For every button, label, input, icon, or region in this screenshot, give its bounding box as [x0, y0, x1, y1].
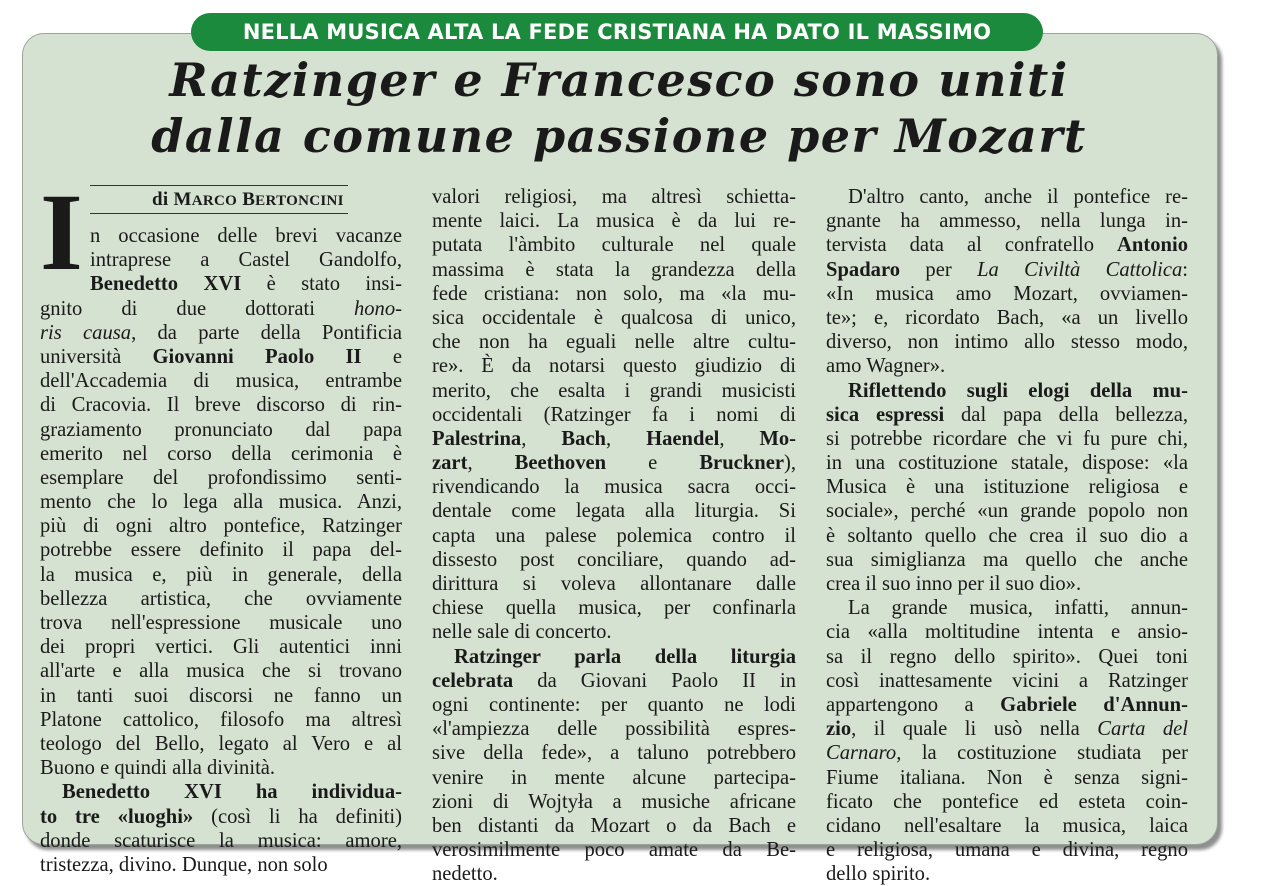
text-line: gnito di due dottorati hono-: [40, 297, 402, 320]
text-line: dell'Accademia di musica, entrambe: [40, 370, 402, 393]
text-line: cia «alla moltitudine intenta e ansio-: [826, 621, 1188, 644]
byline: [90, 185, 348, 214]
text-line: Spadaro per La Civiltà Cattolica:: [826, 258, 1188, 281]
text-line: crea il suo inno per il suo dio».: [826, 573, 1082, 595]
byline-first-rest: ARCO: [191, 193, 238, 209]
column-3-text: [826, 185, 1188, 886]
text-line: fede cristiana: non solo, ma «la mu-: [432, 282, 796, 305]
text-line: potrebbe essere definito il papa del-: [40, 539, 402, 562]
text-line: dirittura si voleva allontanare dalle: [432, 573, 796, 595]
text-line: che non ha eguali nelle altre cultu-: [432, 331, 796, 354]
text-line: «l'ampiezza delle possibilità espres-: [432, 718, 796, 741]
text-line: diverso, non intimo allo stesso modo,: [826, 331, 1188, 354]
drop-cap: I: [40, 171, 83, 293]
text-line: dello spirito.: [826, 863, 931, 886]
text-line: venire in mente alcune partecipa-: [432, 766, 796, 789]
text-line: Ratzinger parla della liturgia: [454, 645, 796, 668]
text-line: zart, Beethoven e Bruckner),: [432, 452, 796, 475]
text-line: tristezza, divino. Dunque, non solo: [40, 853, 328, 876]
text-line: valori religiosi, ma altresì schietta-: [432, 186, 796, 208]
text-line: si potrebbe ricordare che vi fu pure chi,: [826, 427, 1188, 450]
text-line: sua simiglianza ma quello che anche: [826, 548, 1188, 571]
text-line: sive della fede», a taluno potrebbero: [432, 742, 796, 765]
text-line: Riflettendo sugli elogi della mu-: [848, 379, 1188, 402]
text-line: merito, che esalta i grandi musicisti: [432, 379, 796, 402]
kicker-banner: NELLA MUSICA ALTA LA FEDE CRISTIANA HA DATO IL MASSIMO: [191, 13, 1043, 51]
text-line: la musica e, più in generale, della: [40, 563, 402, 586]
text-line: è soltanto quello che crea il suo dio a: [826, 524, 1188, 547]
byline-first-initial: M: [173, 189, 192, 210]
headline: [22, 52, 1216, 164]
text-line: intraprese a Castel Gandolfo,: [90, 249, 402, 272]
text-line: D'altro canto, anche il pontefice re-: [848, 186, 1188, 208]
column-1: [40, 171, 403, 877]
text-line: sica occidentale è qualcosa di unico,: [432, 306, 796, 329]
text-line: donde scaturisce la musica: amore,: [40, 829, 402, 852]
text-line: nelle sale di concerto.: [432, 621, 612, 644]
text-line: La grande musica, infatti, annun-: [848, 597, 1188, 620]
text-line: Musica è una istituzione religiosa e: [826, 476, 1188, 499]
text-line: ficato che pontefice ed esteta coin-: [826, 790, 1188, 813]
text-line: to tre «luoghi» (così li ha definiti): [40, 805, 403, 828]
text-line: putata l'àmbito culturale nel quale: [432, 234, 796, 257]
text-line: bellezza artistica, che ovviamente: [40, 587, 402, 610]
text-line: zioni di Wojtyła a musiche africane: [432, 790, 796, 813]
text-line: ben distanti da Mozart o da Bach e: [432, 814, 796, 837]
text-line: Fiume italiana. Non è senza signi-: [826, 766, 1188, 789]
text-line: ris causa, da parte della Pontificia: [40, 321, 402, 344]
text-line: ogni continente: per quanto ne lodi: [432, 693, 796, 716]
text-line: nedetto.: [432, 863, 498, 886]
text-line: teologo del Bello, legato al Vero e al: [40, 732, 402, 755]
text-line: Buono e quindi alla divinità.: [40, 757, 276, 780]
text-line: capta una palese polemica contro il: [432, 524, 796, 547]
headline-line-1: Ratzinger e Francesco sono uniti: [169, 53, 1069, 107]
text-line: appartengono a Gabriele d'Annun-: [826, 693, 1188, 716]
text-line: in tanti suoi discorsi ne fanno un: [40, 684, 402, 707]
text-line: Platone cattolico, filosofo ma altresì: [40, 708, 402, 731]
text-line: verosimilmente poco amate da Be-: [432, 839, 796, 862]
column-2-text: [432, 185, 796, 886]
text-line: così inattesamente vicini a Ratzinger: [826, 669, 1188, 692]
text-line: re». È da notarsi questo giudizio di: [432, 355, 796, 378]
text-line: Benedetto XVI ha individua-: [62, 781, 402, 804]
text-line: occidentali (Ratzinger fa i nomi di: [432, 403, 796, 426]
byline-last-rest: ERTONCINI: [255, 193, 344, 209]
text-line: celebrata da Giovani Paolo II in: [432, 669, 796, 692]
text-line: mente laici. La musica è da lui re-: [432, 210, 796, 233]
headline-line-2: dalla comune passione per Mozart: [151, 109, 1087, 163]
text-line: gnante ha ammesso, nella lunga in-: [826, 210, 1188, 233]
text-line: e religiosa, umana e divina, regno: [826, 839, 1188, 862]
text-line: chiese quella musica, per confinarla: [432, 597, 796, 620]
byline-last-initial: B: [242, 189, 256, 210]
text-line: n occasione delle brevi vacanze: [90, 225, 402, 247]
text-line: tervista data al confratello Antonio: [826, 234, 1188, 257]
text-line: massima è stata la grandezza della: [432, 258, 796, 281]
text-line: zio, il quale li usò nella Carta del: [826, 718, 1188, 741]
text-line: Benedetto XVI è stato insi-: [90, 273, 403, 296]
text-line: Carnaro, la costituzione studiata per: [826, 742, 1188, 765]
column-3: [826, 185, 1188, 886]
text-line: graziamento pronunciato dal papa: [40, 418, 402, 441]
text-line: mento che lo lega alla musica. Anzi,: [40, 491, 402, 514]
text-line: università Giovanni Paolo II e: [40, 345, 402, 368]
text-line: Palestrina, Bach, Haendel, Mo-: [432, 427, 797, 450]
text-line: dissesto post conciliare, quando ad-: [432, 548, 796, 571]
text-line: sa il regno dello spirito». Quei toni: [826, 645, 1188, 668]
text-line: dei propri vertici. Gli autentici inni: [40, 636, 402, 659]
text-line: di Cracovia. Il breve discorso di rin-: [40, 394, 402, 417]
byline-prefix: di: [152, 189, 169, 210]
column-2: [432, 185, 796, 886]
text-line: sica espressi dal papa della bellezza,: [826, 403, 1188, 426]
text-line: esemplare del profondissimo senti-: [40, 466, 402, 489]
column-1-text: [40, 224, 402, 877]
text-line: più di ogni altro pontefice, Ratzinger: [40, 515, 402, 538]
text-line: cidano nell'esaltare la musica, laica: [826, 814, 1188, 837]
text-line: rivendicando la musica sacra occi-: [432, 476, 796, 499]
text-line: emerito nel corso della cerimonia è: [40, 442, 402, 465]
text-line: amo Wagner».: [826, 355, 946, 378]
text-line: «In musica amo Mozart, ovviamen-: [826, 282, 1188, 305]
text-line: in una costituzione statale, dispose: «la: [826, 452, 1188, 475]
text-line: trova nell'espressione musicale uno: [40, 612, 402, 634]
text-line: sociale», perché «un grande popolo non: [826, 500, 1188, 523]
text-line: dentale come legata alla liturgia. Si: [432, 500, 796, 523]
text-line: te»; e, ricordato Bach, «a un livello: [826, 306, 1188, 329]
text-line: all'arte e alla musica che si trovano: [40, 660, 402, 683]
